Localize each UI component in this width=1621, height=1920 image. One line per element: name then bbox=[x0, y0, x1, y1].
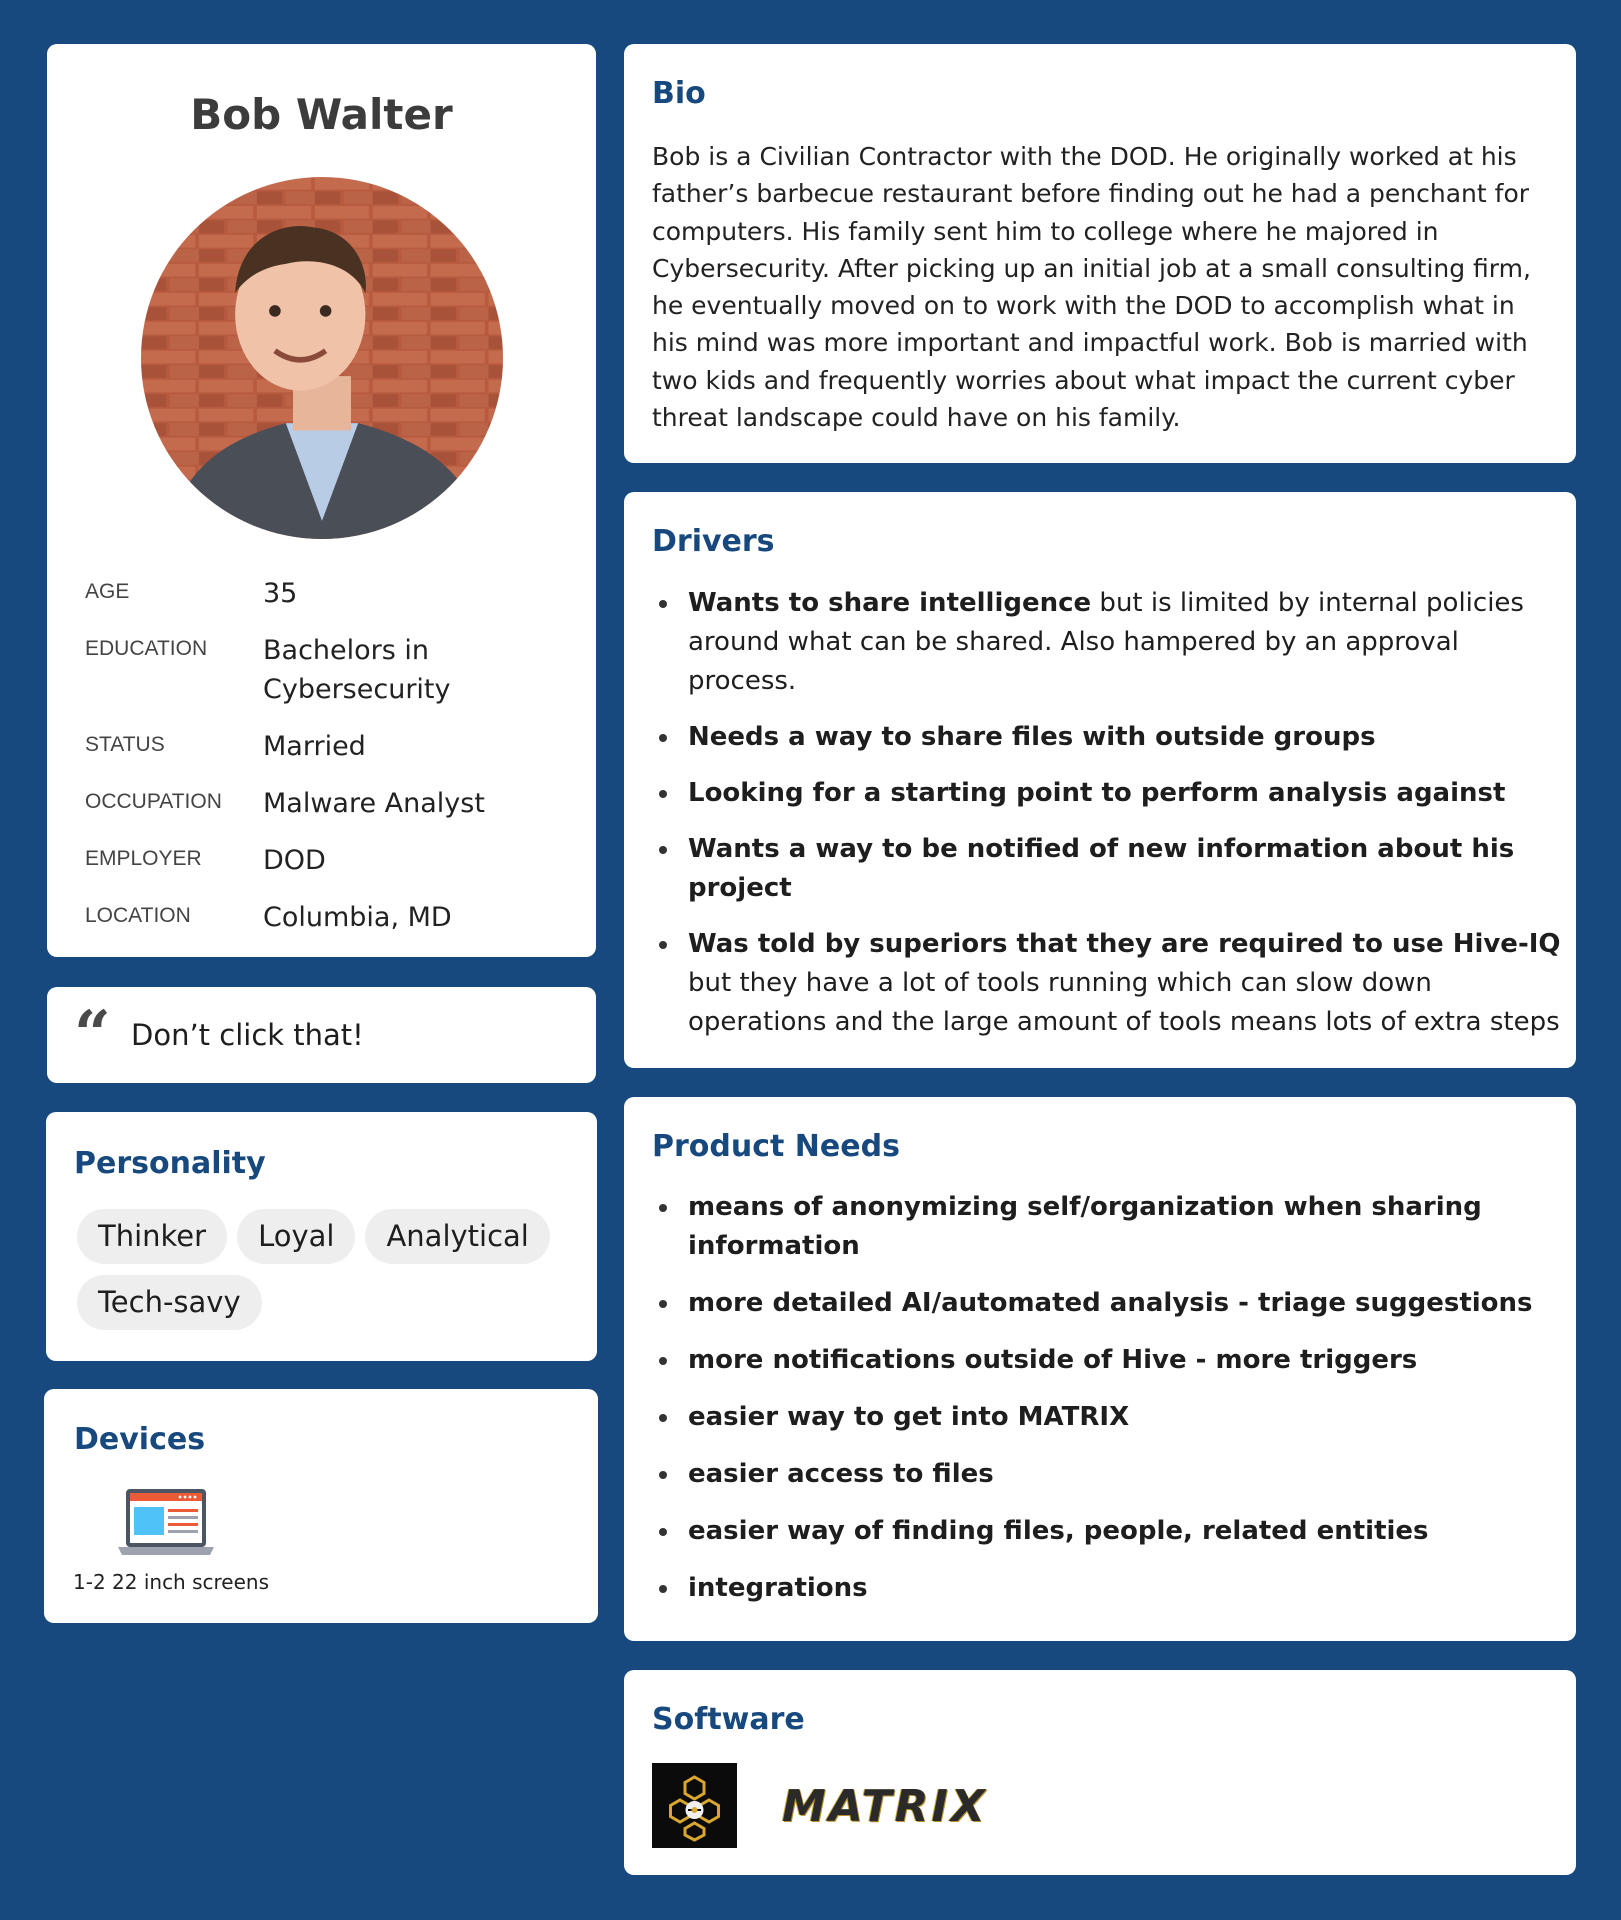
device-caption: 1-2 22 inch screens bbox=[73, 1570, 269, 1594]
fact-label: OCCUPATION bbox=[85, 790, 222, 813]
fact-label: STATUS bbox=[85, 733, 165, 756]
devices-title: Devices bbox=[74, 1422, 206, 1457]
drivers-list bbox=[652, 584, 1567, 1059]
list-item: easier way of finding files, people, related entities bbox=[652, 1512, 1552, 1551]
driver-text: but they have a lot of tools running which can slow down operations and the large amount of tools means lots of extra steps bbox=[688, 968, 1560, 1037]
laptop-icon bbox=[116, 1487, 216, 1559]
software-title: Software bbox=[652, 1702, 805, 1737]
list-item: easier way to get into MATRIX bbox=[652, 1398, 1552, 1437]
bio-card bbox=[624, 44, 1576, 463]
quote-icon: “ bbox=[74, 997, 111, 1072]
list-item bbox=[652, 830, 1567, 908]
matrix-logo: MATRIX bbox=[782, 1781, 988, 1832]
product-needs-list bbox=[652, 1188, 1552, 1626]
driver-bold: Needs a way to share files with outside groups bbox=[688, 722, 1376, 752]
personality-tag: Tech-savy bbox=[77, 1275, 262, 1330]
fact-value: Malware Analyst bbox=[263, 788, 485, 819]
list-item: more detailed AI/automated analysis - triage suggestions bbox=[652, 1284, 1552, 1323]
fact-label: EMPLOYER bbox=[85, 847, 202, 870]
list-item bbox=[652, 584, 1567, 701]
driver-text: but is limited by internal policies around what can be shared. Also hampered by an approval process. bbox=[688, 588, 1524, 696]
quote-card bbox=[47, 987, 596, 1083]
personality-tag: Analytical bbox=[365, 1209, 549, 1264]
list-item bbox=[652, 925, 1567, 1042]
list-item: means of anonymizing self/organization when sharing information bbox=[652, 1188, 1552, 1266]
fact-value: Bachelors in Cybersecurity bbox=[263, 635, 451, 705]
fact-value: DOD bbox=[263, 845, 326, 876]
fact-row-occupation bbox=[85, 784, 575, 823]
bio-title: Bio bbox=[652, 76, 706, 111]
product-needs-card bbox=[624, 1097, 1576, 1641]
fact-row-location bbox=[85, 898, 575, 937]
fact-row-education bbox=[85, 631, 575, 709]
list-item bbox=[652, 774, 1567, 813]
personality-title: Personality bbox=[74, 1146, 266, 1181]
fact-value: 35 bbox=[263, 578, 298, 609]
driver-bold: Was told by superiors that they are required to use Hive-IQ bbox=[688, 929, 1561, 959]
fact-value: Married bbox=[263, 731, 366, 762]
devices-card bbox=[44, 1389, 598, 1623]
driver-bold: Looking for a starting point to perform analysis against bbox=[688, 778, 1506, 808]
list-item: more notifications outside of Hive - more triggers bbox=[652, 1341, 1552, 1380]
fact-label: EDUCATION bbox=[85, 637, 208, 660]
software-card bbox=[624, 1670, 1576, 1875]
personality-card bbox=[46, 1112, 597, 1361]
persona-name: Bob Walter bbox=[190, 90, 453, 139]
personality-tag: Thinker bbox=[77, 1209, 227, 1264]
hive-iq-logo bbox=[652, 1763, 737, 1848]
fact-row-employer bbox=[85, 841, 575, 880]
bio-text: Bob is a Civilian Contractor with the DOD. He originally worked at his father’s barbecue restaurant before finding out he had a penchant for computers. His family sent him to college where he majored in Cybersecurity. After picking up an initial job at a small consulting firm, he eventually moved on to work with the DOD to accomplish what in his mind was more important and impactful work. Bob is married with two kids and frequently worries about what impact the current cyber threat landscape could have on his family. bbox=[652, 142, 1531, 433]
fact-row-age bbox=[85, 574, 575, 613]
fact-label: LOCATION bbox=[85, 904, 191, 927]
driver-bold: Wants a way to be notified of new information about his project bbox=[688, 834, 1515, 903]
fact-row-status bbox=[85, 727, 575, 766]
driver-bold: Wants to share intelligence bbox=[688, 588, 1092, 618]
product-needs-title: Product Needs bbox=[652, 1129, 900, 1164]
drivers-title: Drivers bbox=[652, 524, 775, 559]
fact-label: AGE bbox=[85, 580, 130, 603]
profile-facts bbox=[85, 574, 575, 955]
list-item: easier access to files bbox=[652, 1455, 1552, 1494]
profile-card bbox=[47, 44, 596, 957]
list-item bbox=[652, 718, 1567, 757]
personality-tag: Loyal bbox=[237, 1209, 355, 1264]
avatar bbox=[141, 177, 503, 539]
drivers-card bbox=[624, 492, 1576, 1068]
list-item: integrations bbox=[652, 1569, 1552, 1608]
fact-value: Columbia, MD bbox=[263, 902, 452, 933]
quote-text: Don’t click that! bbox=[131, 1018, 364, 1052]
personality-tags bbox=[77, 1209, 577, 1341]
